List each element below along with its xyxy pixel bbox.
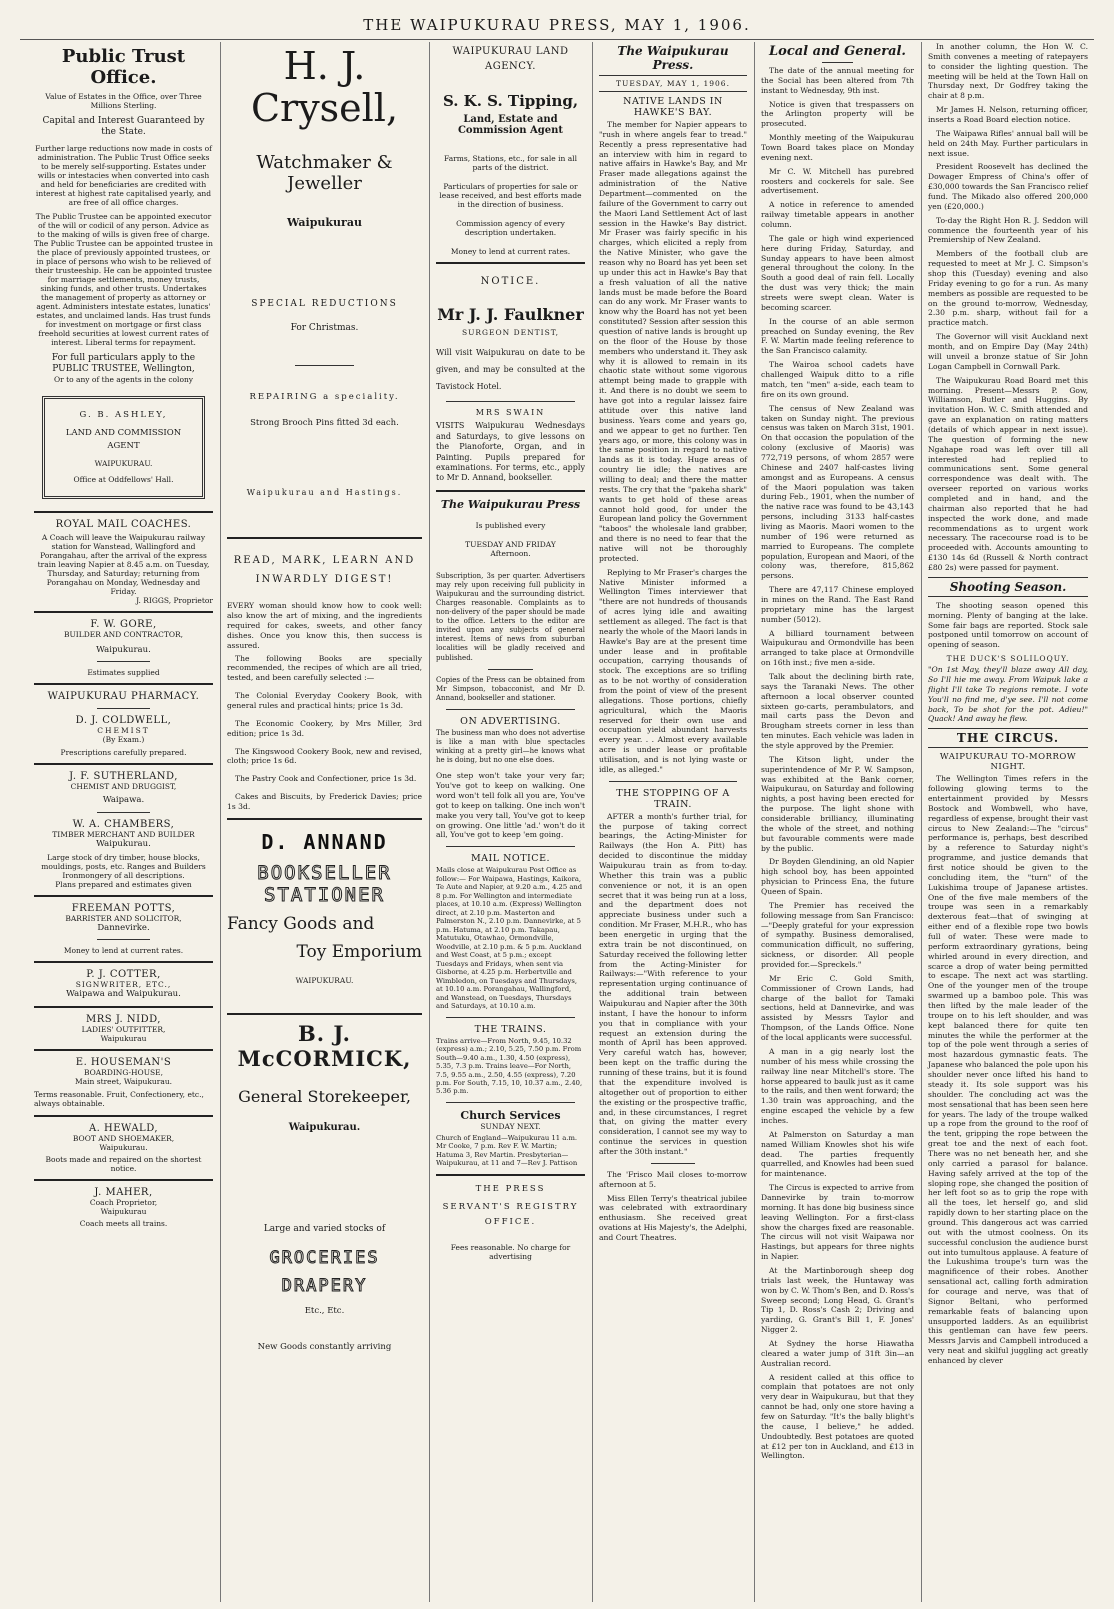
gore-name: F. W. GORE, (90, 618, 157, 630)
divider (34, 1179, 213, 1181)
church-title: Church Services (460, 1108, 561, 1122)
notice-title: NOTICE. (480, 276, 541, 287)
news-item: The Waipukurau Road Board met this morning. Present—Messrs P. Gow, Williamson, Butler and Huggins. By invitation Hon. W. C. Smith attended and gave an explanation on rating matters (details of which appear in next issue). The question of forming the new Ngahape road was left over till all interested had replied to communications sent. Some general correspondence was dealt with. The overseer reported on various works completed and in hand, and the chairman also reported that he had inspected the work done, and made recommendations as to urgent work necessary. The racecourse road is to be proceeded with. Accounts amounting to £130 14s 6d (Russell & North contract £80 2s) were passed for payment. (928, 375, 1088, 572)
cookery-book: The Kingswood Cookery Book, new and revised, cloth; price 1s 6d. (227, 746, 422, 766)
potts-note: Money to lend at current rates. (63, 946, 184, 956)
local-general-title: Local and General. (769, 44, 906, 59)
nidd-name: MRS J. NIDD, (86, 1013, 161, 1025)
divider (97, 661, 151, 662)
column-4-editorial (593, 42, 753, 1602)
divider (651, 1163, 695, 1164)
cookery-title: READ, MARK, LEARN AND INWARDLY DIGEST! (233, 555, 416, 586)
short-item: The 'Frisco Mail closes to-morrow afternoon at 5. (599, 1169, 747, 1189)
column-3-notices (430, 42, 591, 1602)
royal-mail-body: A Coach will leave the Waipukurau railway station for Wanstead, Wallingford and Porangahau, after the arrival of the express train leaving Napier at 8.45 a.m. on Tuesday, Thursday, and Saturday; returning from Porangahau on Monday, Wednesday and Friday. (37, 532, 210, 596)
ashley-role: LAND AND COMMISSION AGENT (65, 427, 182, 452)
cookery-intro: EVERY woman should know how to cook well: also know the art of mixing, and the ingredients required for cakes, sweets, and other fancy dishes. Once you know this, then success is assured. (227, 601, 422, 650)
pharmacy-name: D. J. COLDWELL, (75, 715, 172, 727)
news-item: At Palmerston on Saturday a man named William Knowles shot his wife dead. The parties frequently quarrelled, and Knowles had been sued for maintenance. (761, 1129, 914, 1179)
crysell-brooch: Strong Brooch Pins fitted 3d each. (250, 417, 399, 428)
divider (34, 1006, 213, 1008)
newspaper-masthead: THE WAIPUKURAU PRESS, MAY 1, 1906. (20, 10, 1094, 40)
divider (446, 401, 575, 402)
divider (446, 709, 575, 710)
divider (97, 812, 151, 813)
cotter-role: SIGNWRITER, ETC., (75, 980, 172, 990)
news-item: At Sydney the horse Hiawatha cleared a water jump of 31ft 3in—an Australian record. (761, 1338, 914, 1368)
local-items-continued (928, 42, 1088, 573)
registry-title: THE PRESS (475, 1183, 546, 1194)
advertising-title: ON ADVERTISING. (460, 715, 561, 727)
mail-body: Mails close at Waipukurau Post Office as follow:— For Waipawa, Hastings, Kaikora, Te Aute and Napier, at 9.20 a.m., 4.25 and 8 p.m. For Wellington and intermediate places, at 10.10 a.m. (Express) Wellington direct, at 2.10 p.m. Masterton and Palmerston N., 2.10 p.m. Dannevirke, at 5 p.m. Hatuma, at 2.10 p.m. Takapau, Matutuku, Otawhao, Ormondville, Woodville, at 2.10 p.m. & 5 p.m. Auckland and West Coast, at 5 p.m.; except Tuesdays and Fridays, when sent via Gisborne, at 4.25 p.m. Herbertville and Wimbledon, on Tuesdays and Thursdays, at 10.10 a.m. Porangahau, Wallingford, and Wanstead, on Tuesdays, Thursdays and Saturdays, at 10.10 a.m. (436, 866, 583, 1011)
hewald-role: BOOT AND SHOEMAKER, (72, 1133, 175, 1143)
press-body: Subscription, 3s per quarter. Advertisers may rely upon receiving full publicity in Waipukurau and the surrounding district. Charges reasonable. Complaints as to non-delivery of the paper should be made to the office. Letters to the editor are invited upon any subjects of general interest. Items of news from suburban localities will be gladly received and published. (436, 571, 585, 662)
news-item: Mr James H. Nelson, returning officer, inserts a Road Board election notice. (928, 105, 1088, 125)
land-agency-title: WAIPUKURAU LAND AGENCY. (452, 46, 569, 72)
cookery-book: The Economic Cookery, by Mrs Miller, 3rd edition; price 1s 3d. (227, 718, 422, 738)
news-item: The Kitson light, under the superintendence of Mr P. W. Sampson, was exhibited at the Bank corner, Waipukurau, on Saturday and following nights, a post having been erected for the purpose. The light shone with considerable brilliancy, illuminating the whole of the street, and nothing but favourable comments were made by the public. (761, 754, 914, 853)
cookery-intro2: The following Books are specially recommended, the recipes of which are all tried, tested, and been carefully selected :— (227, 653, 422, 683)
public-trust-body: Further large reductions now made in costs of administration. The Public Trust Office seeks to be merely self-supporting. Estates under wills or intestacies when converted into cash and held for beneficiaries are credited with interest at highest rate capitalised yearly, and are free of all office charges. (35, 143, 212, 207)
news-item: Dr Boyden Glendining, an old Napier high school boy, has been appointed physician to Princess Ena, the future Queen of Spain. (761, 857, 914, 897)
circus-subtitle: WAIPUKURAU TO-MORROW NIGHT. (939, 752, 1077, 773)
column-6-local-news (922, 42, 1094, 1602)
divider (34, 511, 213, 513)
news-item: A notice in reference to amended railway timetable appears in another column. (761, 200, 914, 230)
mccormick-groceries: GROCERIES (269, 1247, 380, 1268)
column-5-local-news (755, 42, 920, 1602)
potts-role: BARRISTER AND SOLICITOR, (65, 913, 182, 923)
lead-title: NATIVE LANDS IN HAWKE'S BAY. (623, 96, 723, 118)
lead-paragraph: The member for Napier appears to "rush in where angels fear to tread." Recently a press representative had an interview with him in regard to native affairs in Hawke's Bay, and Mr Fraser made allegations against the administration of the Native Department—commented on the failure of the Government to carry out the Maori Land Settlement Act of last session in the Hawke's Bay district. Mr Fraser was fairly specific in his charges, which elicited a reply from the Native Minister, who gave the reason why no Board has yet been set up under this act in Hawke's Bay that a fresh valuation of all the native lands must be made before the Board can do any work. Mr Fraser wants to know why the Board has not yet been constituted? Session after session this question of native lands is brought up on the floor of the House by those members who understand it. They ask why it is allowed to remain in its chaotic state without some vigorous attempt being made to grapple with it. And there is no doubt we seem to have got into a regular laissez faire attitude over this native land business. Years come and years go, and we appear to get no further. Ten years ago, or more, this colony was in the same position in regard to native lands as it is today. Huge areas of country lie idle; the natives are willing to deal; and there the matter rests. The cry that the "pakeha shark" wants to get hold of these areas cannot hold good, for under the European land policy the Government "taboos" the wholesale land grabber, and there is no need to fear that the native will not be thoroughly protected. (599, 120, 747, 563)
pharmacy-role: CHEMIST (97, 726, 150, 736)
divider (97, 939, 151, 940)
maher-note: Coach meets all trains. (79, 1218, 168, 1228)
tipping-body3: Commission agency of every description undertaken. (456, 219, 565, 237)
swain-body: VISITS Waipukurau Wednesdays and Saturdays, to give lessons on the Pianoforte, Organ, and in Painting. Pupils prepared for examinations. For terms, etc., apply to Mr D. Annand, bookseller. (436, 421, 585, 483)
news-item: In the course of an able sermon preached on Sunday evening, the Rev F. W. Martin made feeling reference to the San Francisco calamity. (761, 316, 914, 356)
nidd-town: Waipukurau (100, 1033, 147, 1043)
train-paragraph: AFTER a month's further trial, for the purpose of taking correct bearings, the Acting-Minister for Railways (the Hon A. Pitt) has decided to discontinue the midday Waipukurau train as from to-day. Whether this train was a public convenience or not, it is an open secret that it was being run at a loss, and the department does not appreciate business under such a condition. Mr Fraser, M.H.R., who has been energetic in urging that the extra train be not discontinued, on Saturday received the following letter from the Acting-Minister for Railways:—"With reference to your representation urging continuance of the additional train between Waipukurau and Napier after the 30th instant, I have the honour to inform you that in compliance with your request an extension during the month of April has been approved. Very careful watch has, however, been kept on the traffic during the running of these trains, but it is found that the expenditure involved is altogether out of proportion to either the existing or the prospective traffic, and, in these circumstances, I regret that, on giving the matter every consideration, I cannot see my way to continue the services in question after the 30th instant." (599, 811, 747, 1156)
houseman-name: E. HOUSEMAN'S (75, 1056, 172, 1068)
news-item: A billiard tournament between Waipukurau and Ormondville has been arranged to take place at Ormondville on 16th inst.; five men a-side. (761, 628, 914, 668)
divider (34, 1049, 213, 1051)
divider (436, 1174, 585, 1176)
divider (97, 708, 151, 709)
royal-mail-title: ROYAL MAIL COACHES. (55, 518, 192, 530)
divider (436, 262, 585, 264)
news-item: The Wairoa school cadets have challenged Waipuk ditto to a rifle match, ten "men" a-side, each team to fire on its own ground. (761, 360, 914, 399)
crysell-town: Waipukurau (287, 215, 362, 229)
mail-title: MAIL NOTICE. (470, 853, 551, 865)
swain-title: MRS SWAIN (475, 408, 546, 418)
advertising-verse: One step won't take your very far; You've got to keep on walking. One word won't tell folk all you are, You've got to keep on talking. One inch won't make you very tall, You've got to keep on growing. One little 'ad.' won't do it all, You've got to keep 'em going. (436, 771, 585, 840)
divider (227, 1013, 422, 1015)
divider (446, 1017, 575, 1018)
tipping-role: Land, Estate and Commission Agent (457, 114, 564, 136)
divider (609, 781, 737, 782)
divider (599, 91, 747, 92)
divider (227, 537, 422, 539)
sutherland-role: CHEMIST AND DRUGGIST, (70, 782, 177, 792)
divider (34, 683, 213, 685)
news-item: The Circus is expected to arrive from Dannevirke by train to-morrow morning. It has done big business since leaving Wellington. For a first-class show the charges fixed are reasonable. The circus will not visit Waipawa nor Hastings, but appears for three nights in Napier. (761, 1183, 914, 1262)
divider (34, 763, 213, 765)
maher-town: Waipukurau (100, 1206, 147, 1216)
sutherland-town: Waipawa. (102, 795, 145, 806)
circus-body: The Wellington Times refers in the following glowing terms to the entertainment provided by Messrs Bostock and Wombwell, who have, regardless of expense, brought their vast circus to New Zealand:—The "circus" performance is, perhaps, best described by a reference to Saturday night's programme, and justice demands that first notice should be given to the concluding item, the "turn" of the Lukishima troupe of Japanese artistes. One of the five male members of the troupe was seen in a remarkably dexterous feat—that of swinging at either end of a flexible rope two bowls full of water. These were made to perform extraordinary gyrations, being whirled around in every direction, and scarce a drop of water being permitted to escape. The next act was startling. One of the younger men of the troupe swarmed up a bamboo pole. This was then lifted by the male leader of the troupe on to his left shoulder, and was kept balanced there for quite ten minutes the while the performer at the top of the pole went through a series of most hazardous gymnastic feats. The Japanese who balanced the pole upon his shoulder never once lifted his hand to steady it. Its sole support was his shoulder. The concluding act was the most sensational that has been seen here for years. The lady of the troupe walked up a rope from the ground to the roof of the tent, gripping the rope between the great toe and the next of each foot. There was no net beneath her, and she only carried a parasol for balance. Having safely arrived at the top of the sloping rope, she changed the position of her left foot so as to grip the rope with all the toes, let herself go, and slid rapidly down to her starting place on the ground. This dangerous act was carried out with the utmost coolness. On its successful conclusion the audience burst out into tumultous applause. A feature of the Lukushima troupe's turn was the magnificence of their robes. Another sensational act, calling forth admiration for courage and nerve, was that of Signor Beltani, who performed remarkable feats of balancing upon unsupported ladders. As an equilibrist this gentleman can have few peers. Messrs Jarvis and Campbell introduced a very neat and skilful juggling act greatly enhanced by clever (928, 774, 1088, 1365)
gore-note: Estimates supplied (87, 668, 160, 678)
local-items (761, 66, 914, 1461)
short-items (599, 1170, 747, 1243)
news-item: Talk about the declining birth rate, says the Taranaki News. The other afternoon a local observer counted sixteen go-carts, perambulators, and mail carts pass the Devon and Brougham streets corner in less than ten minutes. Each vehicle was laden in the style approved by the Premier. (761, 671, 914, 750)
circus-title: THE CIRCUS. (928, 728, 1088, 748)
ashley-town: WAIPUKURAU. (94, 458, 153, 468)
news-item: At the Martinborough sheep dog trials last week, the Huntaway was won by C. W. Thom's Ben, and D. Ross's Sweep second; Long Head, G. Grant's Tip 1, D. Ross's Cash 2; Driving and yarding, G. Grant's Bill 1, F. Jones' Nigger 2. (761, 1265, 914, 1335)
divider (34, 1115, 213, 1117)
pharmacy-exam: (By Exam.) (102, 735, 145, 745)
annand-fancy: Fancy Goods and (227, 913, 375, 934)
press-published: Is published every (475, 520, 546, 530)
mccormick-drapery: DRAPERY (281, 1275, 368, 1296)
hewald-town: Waipukurau. (99, 1142, 148, 1152)
annand-toy: Toy Emporium (296, 941, 422, 962)
press-when: Afternoon. (490, 548, 531, 558)
mccormick-name: B. J. McCORMICK, (237, 1020, 412, 1071)
news-item: Members of the football club are requested to meet at Mr J. C. Simpson's shop this (Tuesday) evening and also Friday evening to go for a run. As many members as possible are requested to be on the ground to-morrow, Wednesday, 2.30 p.m. sharp, without fail for a practice match. (928, 249, 1088, 328)
maher-role: Coach Proprietor, (89, 1197, 158, 1207)
houseman-role: BOARDING-HOUSE, (83, 1067, 164, 1077)
faulkner-name: Mr J. J. Faulkner (437, 305, 584, 324)
advertising-body: The business man who does not advertise is like a man with blue spectacles winking at a pretty girl—he knows what he is doing, but no one else does. (436, 728, 585, 765)
divider (822, 62, 853, 63)
crysell-special: SPECIAL REDUCTIONS (251, 299, 398, 310)
trains-body: Trains arrive—From North, 9.45, 10.32 (express) a.m.; 2.10, 5.25, 7.50 p.m. From South—9.40 a.m., 1.30, 4.50 (express), 5.35, 7.3 p.m. Trains leave—For North, 7.5, 9.55 a.m., 2.50, 4.55 (express), 7.20 p.m. For South, 7.15, 10, 10.37 a.m., 2.40, 5.36 p.m. (436, 1036, 583, 1096)
maher-name: J. MAHER, (94, 1186, 153, 1198)
tipping-body2: Particulars of properties for sale or lease received, and best efforts made in the direction of business. (439, 182, 582, 209)
news-item: In another column, the Hon W. C. Smith convenes a meeting of ratepayers to consider the lighting question. The meeting will be held at the Town Hall on Thursday next, Dr Godfrey taking the chair at 8 p.m. (928, 42, 1088, 101)
news-item: The Premier has received the following message from San Francisco:—"Deeply grateful for your expression of sympathy. Business demoralised, communication difficult, no suffering, sickness, or disorder. All people provided for.—Spreckels." (761, 900, 914, 970)
houseman-body: Terms reasonable. Fruit, Confectionery, etc., always obtainable. (34, 1089, 204, 1109)
divider (488, 669, 533, 670)
divider (227, 818, 422, 820)
chambers-body: Large stock of dry timber, house blocks, mouldings, posts, etc. Ranges and Builders Ironmongery of all descriptions. (41, 852, 206, 880)
tipping-name: S. K. S. Tipping, (442, 92, 579, 110)
trains-title: THE TRAINS. (474, 1023, 547, 1035)
lead-paragraph: Replying to Mr Fraser's charges the Native Minister informed a Wellington Times interviewer that "there are not hundreds of thousands of acres lying idle and awaiting settlement as alleged. The fact is that nearly the whole of the Maori lands in Hawke's Bay are at the present time under lease and in profitable occupation, carrying thousands of stock. The exceptions are so trifling as to be not worthy of consideration from the point of view of the present allegations. Those portions, chiefly agricultural, which the Maoris reserved for their own use and occupation yield abundant harvests every year. . . Almost every available acre is under lease or profitable utilisation, and is not lying waste or idle, as alleged." (599, 567, 747, 774)
public-trust-title: Public Trust Office. (61, 46, 186, 88)
divider (599, 75, 747, 76)
sutherland-name: J. F. SUTHERLAND, (69, 771, 178, 783)
column-2-advertisements (221, 42, 428, 1602)
divider (295, 365, 354, 366)
mccormick-town: Waipukurau. (288, 1121, 361, 1133)
registry-sub: SERVANT'S REGISTRY OFFICE. (442, 1201, 579, 1228)
news-item: To-day the Right Hon R. J. Seddon will commence the fourteenth year of his Premiership of New Zealand. (928, 215, 1088, 245)
hewald-name: A. HEWALD, (88, 1122, 159, 1134)
chambers-town: Waipukurau. (96, 839, 151, 850)
news-item: The census of New Zealand was taken on Sunday night. The previous census was taken on March 31st, 1901. On that occasion the population of the colony (exclusive of Maoris) was 772,719 persons, of whom 2857 were Chinese and 2407 half-castes living amongst and as Europeans. A census of the Maori population was taken during Feb., 1901, when the number of the native race was found to be 43,143 persons, including 3133 half-castes living as Maoris. Maori women to the number of 196 were returned as married to Europeans. The complete population, European and Maori, of the colony was, therefore, 815,862 persons. (761, 403, 914, 581)
divider (446, 1102, 575, 1103)
shooting-story (928, 601, 1088, 650)
news-item: A man in a gig nearly lost the number of his mess while crossing the railway line near Mitchell's store. The horse appeared to baulk just as it came to the rails, and then went forward; the 1.30 train was approaching, and the engine escaped the vehicle by a few inches. (761, 1046, 914, 1125)
church-body: Church of England—Waipukurau 11 a.m. Mr Cooke, 7 p.m. Rev F. W. Martin; Hatuma 3, Rev Martin. Presbyterian—Waipukurau, at 11 and 7—Rev J. Pattison (436, 1133, 578, 1168)
public-trust-apply: For full particulars apply to the PUBLIC TRUSTEE, Wellington, (51, 352, 196, 374)
public-trust-agents: Or to any of the agents in the colony (53, 375, 194, 384)
mccormick-new: New Goods constantly arriving (257, 1342, 392, 1353)
hewald-note: Boots made and repaired on the shortest notice. (45, 1154, 202, 1173)
poem-body: "On 1st May, they'll blaze away All day, So I'll hie me away. From Waipuk lake a flight I'll take To regions remote. I vote You'll no find me, d'ye see. I'll not come back, To be shot for the pot. Adieu!" Quack! And away he flew. (928, 665, 1088, 724)
news-item: Mr C. W. Mitchell has purebred roosters and cockerels for sale. See advertisement. (761, 166, 914, 196)
mccormick-stocks: Large and varied stocks of (263, 1224, 386, 1235)
short-item: Miss Ellen Terry's theatrical jubilee was celebrated with extraordinary enthusiasm. She received great ovations at His Majesty's, the Adelphi, and Court Theatres. (599, 1193, 747, 1242)
public-trust-line2: Capital and Interest Guaranteed by the State. (42, 116, 205, 138)
news-item: There are 47,117 Chinese employed in mines on the Rand. The East Rand proprietary mine has the largest number (5012). (761, 585, 914, 624)
divider (446, 846, 575, 847)
divider (436, 490, 585, 492)
church-sub: SUNDAY NEXT. (480, 1121, 541, 1131)
news-item: The Governor will visit Auckland next month, and on Empire Day (May 24th) will unveil a bronze statue of Sir John Logan Campbell in Cornwall Park. (928, 332, 1088, 371)
tipping-body1: Farms, Stations, etc., for sale in all parts of the district. (444, 154, 577, 172)
train-title: THE STOPPING OF A TRAIN. (616, 787, 730, 810)
news-item: The Waipawa Rifles' annual ball will be held on 24th May. Further particulars in next issue. (928, 128, 1088, 158)
ashley-office: Office at Oddfellows' Hall. (73, 474, 174, 484)
news-item: Monthly meeting of the Waipukurau Town Board takes place on Monday evening next. (761, 133, 914, 162)
gore-role: BUILDER AND CONTRACTOR, (63, 629, 184, 639)
houseman-town: Main street, Waipukurau. (74, 1076, 173, 1086)
annand-name: D. ANNAND (261, 829, 388, 854)
chambers-note: Plans prepared and estimates given (55, 879, 192, 889)
faulkner-body: Will visit Waipukurau on date to be given, and may be consulted at the Tavistock Hotel. (436, 348, 585, 391)
cotter-town: Waipawa and Waipukurau. (66, 989, 181, 1000)
column-1-advertisements (28, 42, 219, 1602)
divider (34, 961, 213, 963)
cookery-book: The Pastry Cook and Confectioner, price 1s 3d. (235, 774, 417, 784)
editorial-date: TUESDAY, MAY 1, 1906. (616, 79, 730, 88)
tipping-body4: Money to lend at current rates. (450, 247, 571, 256)
cookery-book: The Colonial Everyday Cookery Book, with general rules and practical hints; price 1s 3d. (227, 691, 422, 710)
press-copies: Copies of the Press can be obtained from Mr Simpson, tobacconist, and Mr D. Annand, bookseller and stationer. (436, 675, 585, 702)
chambers-name: W. A. CHAMBERS, (72, 819, 175, 831)
mccormick-etc: Etc., Etc. (304, 1305, 345, 1316)
cookery-books (227, 691, 422, 812)
press-title: The Waipukurau Press (440, 497, 581, 511)
news-item: The date of the annual meeting for the Social has been altered from 7th instant to Wednesday, 9th inst. (761, 66, 914, 95)
crysell-name: H. J. Crysell, (250, 44, 399, 130)
divider (34, 611, 213, 613)
shooting-body: The shooting season opened this morning. Plenty of banging at the lake. Some fair bags are reported. Stock sale postponed until tomorrow on account of opening of season. (928, 600, 1088, 650)
train-story (599, 812, 747, 1157)
registry-note: Fees reasonable. No charge for advertising (450, 1242, 571, 1261)
ashley-name: G. B. ASHLEY, (79, 410, 168, 420)
annand-town: WAIPUKURAU. (295, 975, 354, 985)
potts-name: FREEMAN POTTS, (71, 902, 176, 914)
shooting-title: Shooting Season. (928, 577, 1088, 597)
gore-town: Waipukurau. (96, 644, 151, 655)
nidd-role: LADIES' OUTFITTER, (81, 1024, 166, 1034)
crysell-for: For Christmas. (290, 323, 359, 334)
ashley-advert (42, 396, 205, 499)
royal-mail-prop: J. RIGGS, Proprietor (136, 595, 213, 605)
annand-trade: BOOKSELLER STATIONER (257, 861, 392, 906)
public-trust-line1: Value of Estates in the Office, over Three Millions Sterling. (45, 92, 202, 110)
pharmacy-note: Prescriptions carefully prepared. (60, 748, 187, 758)
crysell-towns: Waipukurau and Hastings. (246, 488, 403, 498)
news-item: Notice is given that trespassers on the Arlington property will be prosecuted. (761, 99, 914, 129)
lead-story (599, 120, 747, 775)
chambers-role: TIMBER MERCHANT AND BUILDER (52, 830, 195, 840)
editorial-masthead: The Waipukurau Press. (617, 44, 729, 72)
cotter-name: P. J. COTTER, (86, 969, 161, 981)
circus-story (928, 774, 1088, 1366)
potts-town: Dannevirke. (97, 922, 150, 933)
pharmacy-title: WAIPUKURAU PHARMACY. (47, 691, 200, 703)
crysell-trade: Watchmaker & Jeweller (256, 151, 393, 194)
faulkner-role: SURGEON DENTIST, (461, 328, 560, 337)
poem-title: THE DUCK'S SOLILOQUY. (946, 654, 1070, 664)
news-item: Mr Eric C. Gold Smith, Commissioner of Crown Lands, had charge of the ballot for Tamaki sections, held at Dannevirke, and was assisted by Messrs Taylor and Thompson, of the Lands Office. None of the local applicants were successful. (761, 973, 914, 1043)
news-item: President Roosevelt has declined the Dowager Empress of China's offer of £30,000 towards the San Francisco relief fund. The Mikado also offered 200,000 yen (£20,000.) (928, 162, 1088, 211)
cookery-book: Cakes and Biscuits, by Frederick Davies; price 1s 3d. (227, 792, 422, 811)
divider (34, 895, 213, 897)
crysell-repairing: REPAIRING a speciality. (249, 391, 400, 402)
press-days: TUESDAY AND FRIDAY (465, 539, 556, 549)
news-item: The gale or high wind experienced here during Friday, Saturday, and Sunday appears to have been almost general throughout the colony. In the South a good deal of rain fell. Locally the dust was very thick; the main streets were swept clean. Water is becoming scarcer. (761, 233, 914, 312)
news-item: A resident called at this office to complain that potatoes are not only very dear in Waipukurau, but that they cannot be had, only one store having a few on Saturday. "It's the bally blight's the cause, I believe," he added. Undoubtedly. Best potatoes are quoted at £12 per ton in Auckland, and £13 in Wellington. (761, 1372, 914, 1461)
public-trust-list: The Public Trustee can be appointed executor of the will or codicil of any person. Advice as to the making of wills is given free of charge. The Public Trustee can be appointed trustee in the place of previously appointed trustees, or in place of persons who wish to be relieved of their trusteeship. He can be appointed trustee for marriage settlements, money trusts, sinking funds, and other trusts. Undertakes the management of property as attorney or agent. Administers intestate estates, lunatics' estates, and unclaimed lands. Has trust funds for investment on mortgage or first class freehold securities at lowest current rates of interest. Liberal terms for repayment. (34, 211, 214, 347)
mccormick-trade: General Storekeeper, (238, 1086, 411, 1106)
